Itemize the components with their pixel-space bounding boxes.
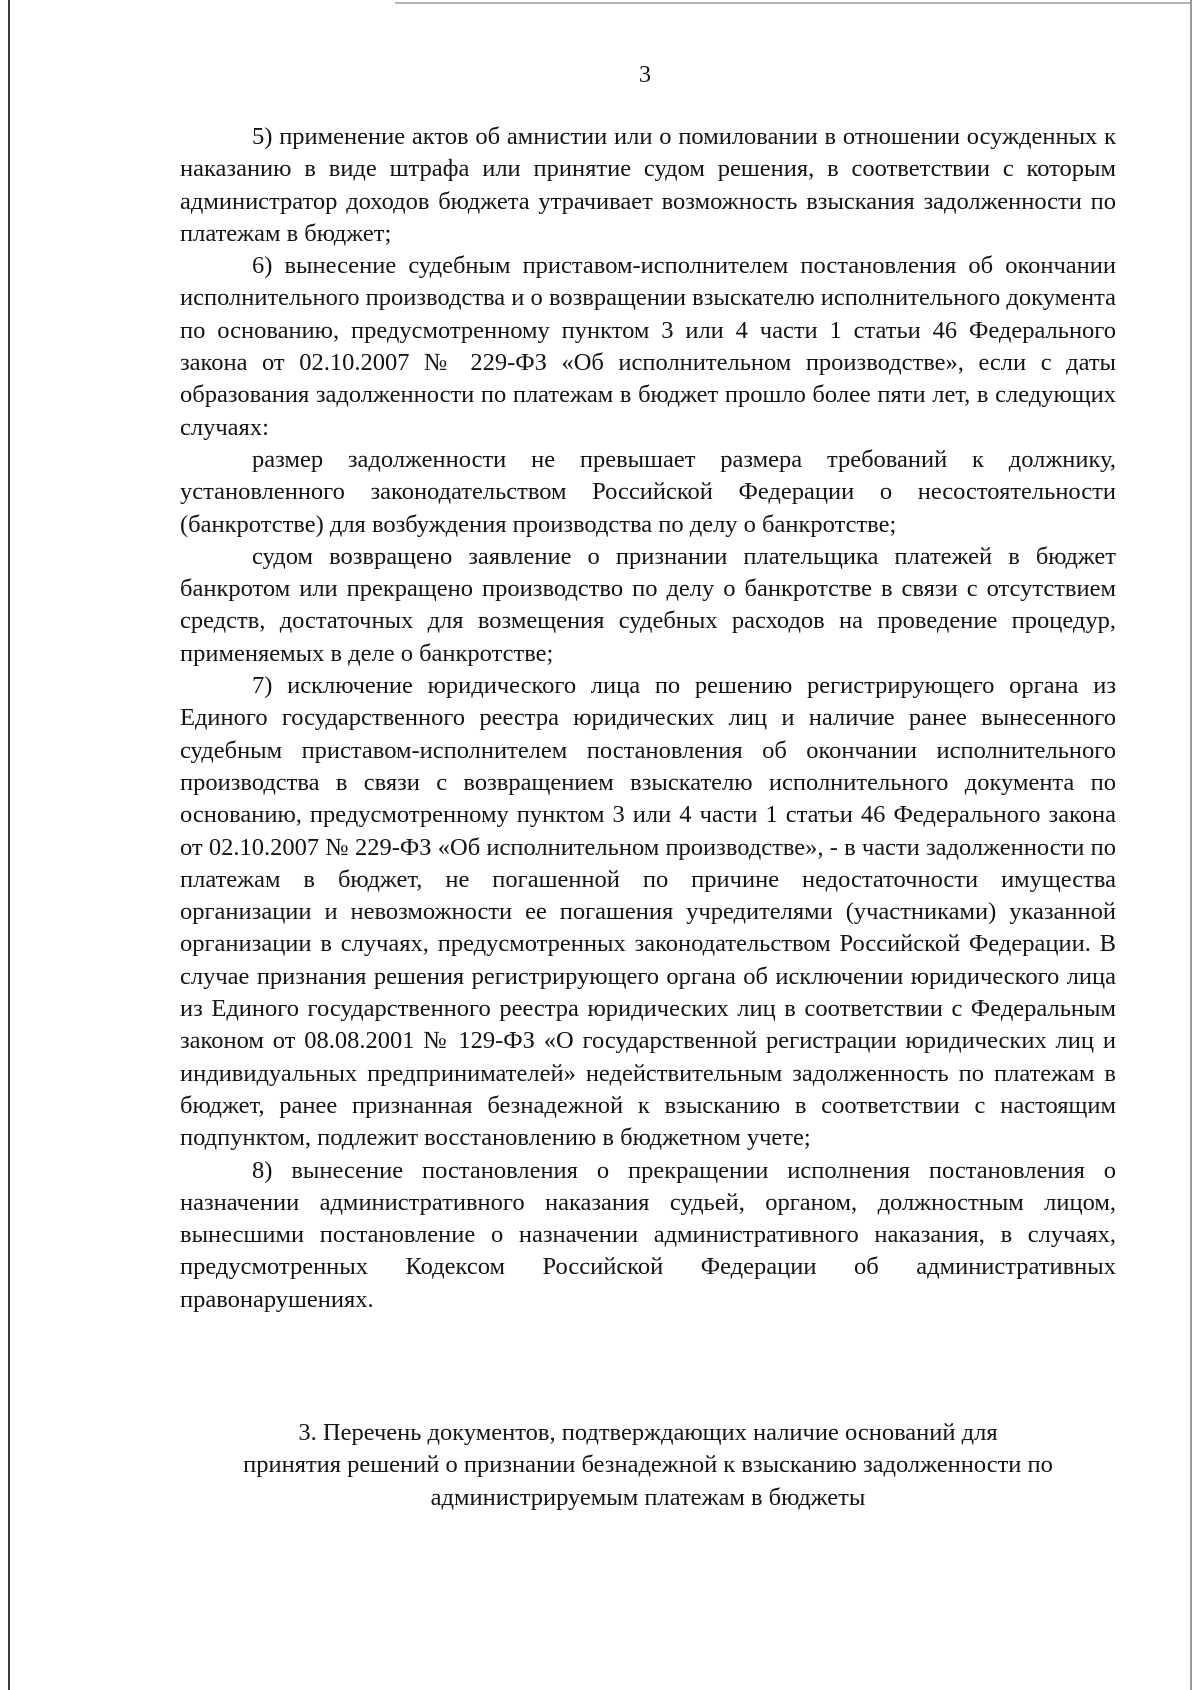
paragraph-item-7: 7) исключение юридического лица по решению регистрирующего органа из Единого государственного реестра юридических лиц и наличие ранее вынесенного судебным приставом-исполнителем постановления об окончании исполнительного производства в связи с возвращением взыскателю исполнительного документа по основанию, предусмотренному пунктом 3 или 4 части 1 статьи 46 Федерального закона от 02.10.2007 № 229-ФЗ «Об исполнительном производстве», - в части задолженности по платежам в бюджет, не погашенной по причине недостаточности имущества организации и невозможности ее погашения учредителями (участниками) указанной организации в случаях, предусмотренных законодательством Российской Федерации. В случае признания решения регистрирующего органа об исключении юридического лица из Единого государственного реестра юридических лиц в соответствии с Федеральным законом от 08.08.2001 № 129-ФЗ «О государственной регистрации юридических лиц и индивидуальных предпринимателей» недействительным задолженность по платежам в бюджет, ранее признанная безнадежной к взысканию в соответствии с настоящим подпунктом, подлежит восстановлению в бюджетном учете;: [180, 672, 1116, 1152]
paragraph-item-6: 6) вынесение судебным приставом-исполнителем постановления об окончании исполнительного производства и о возвращении взыскателю исполнительного документа по основанию, предусмотренному пунктом 3 или 4 части 1 статьи 46 Федерального закона от 02.10.2007 № 229-ФЗ «Об исполнительном производстве», если с даты образования задолженности по платежам в бюджет прошло более пяти лет, в следующих случаях:: [180, 252, 1116, 441]
body-text: [180, 121, 1116, 1316]
section-heading-line: 3. Перечень документов, подтверждающих наличие оснований для: [298, 1419, 998, 1446]
scan-edge-left: [8, 0, 10, 1690]
paragraph-item-8: 8) вынесение постановления о прекращении исполнения постановления о назначении административного наказания судьей, органом, должностным лицом, вынесшими постановление о назначении административного наказания, в случаях, предусмотренных Кодексом Российской Федерации об административных правонарушениях.: [180, 1156, 1116, 1313]
section-heading: [180, 1417, 1116, 1514]
paragraph-subcase-bankruptcy: судом возвращено заявление о признании плательщика платежей в бюджет банкротом или прекращено производство по делу о банкротстве в связи с отсутствием средств, достаточных для возмещения судебных расходов на проведение процедур, применяемых в деле о банкротстве;: [180, 542, 1116, 667]
page-number: 3: [639, 62, 651, 88]
scan-edge-right: [1190, 0, 1192, 1690]
paragraph-subcase-debt-size: размер задолженности не превышает размера требований к должнику, установленного законодательством Российской Федерации о несостоятельности (банкротстве) для возбуждения производства по делу о банкротстве;: [180, 445, 1116, 538]
paragraph-item-5: 5) применение актов об амнистии или о помиловании в отношении осужденных к наказанию в виде штрафа или принятие судом решения, в соответствии с которым администратор доходов бюджета утрачивает возможность взыскания задолженности по платежам в бюджет;: [180, 123, 1116, 247]
scan-edge-top: [395, 2, 1190, 4]
section-heading-line: принятия решений о признании безнадежной к взысканию задолженности по: [243, 1451, 1053, 1479]
section-heading-line: администрируемым платежам в бюджеты: [430, 1483, 866, 1511]
